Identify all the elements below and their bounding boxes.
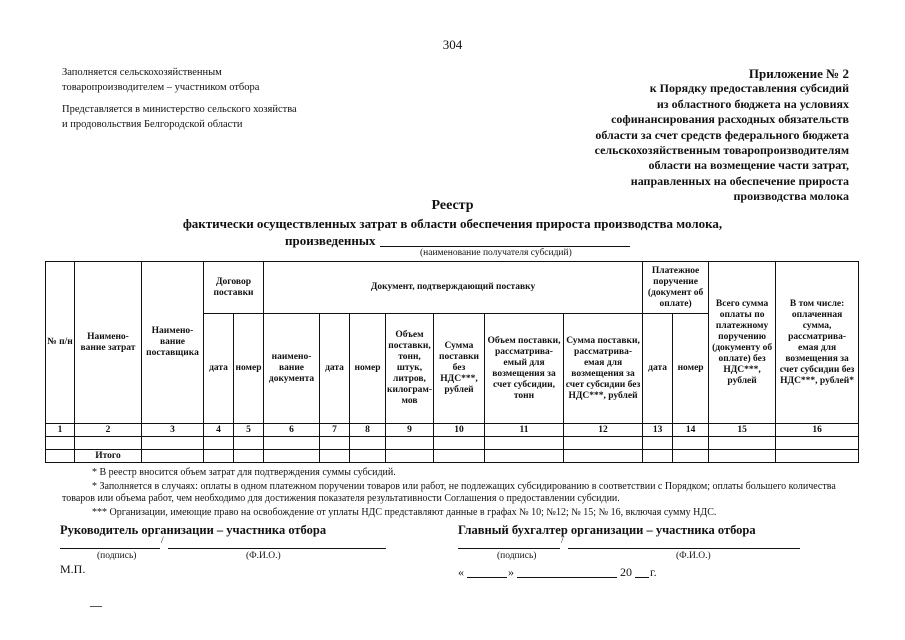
appendix-line: области на возмещение части затрат,: [648, 158, 849, 173]
accountant-signature-line[interactable]: [458, 548, 560, 549]
table-cell[interactable]: [485, 450, 564, 463]
col-number: 4: [204, 424, 234, 437]
col-number: 12: [564, 424, 643, 437]
table-cell[interactable]: [75, 437, 142, 450]
date-month-line[interactable]: [517, 577, 617, 578]
table-cell[interactable]: [204, 450, 234, 463]
total-label: Итого: [75, 450, 142, 463]
col-header-cost-name: Наимено- вание затрат: [75, 262, 142, 424]
col-header-incl-paid: В том числе: оплаченная сумма, рассматрива- емая для возмещения за счет субсидии без НДС***, рублей*: [776, 262, 859, 424]
appendix-line: производства молока: [733, 189, 849, 204]
table-cell[interactable]: [643, 450, 673, 463]
col-number: 15: [709, 424, 776, 437]
col-header-supplier: Наимено- вание поставщика: [142, 262, 204, 424]
table-cell[interactable]: [485, 437, 564, 450]
col-header-contract-date: дата: [204, 314, 234, 424]
register-subtitle: фактически осуществленных затрат в области обеспечения прироста производства молока,: [182, 216, 723, 231]
table-cell[interactable]: [320, 450, 350, 463]
table-cell[interactable]: [142, 437, 204, 450]
table-cell[interactable]: [234, 450, 264, 463]
register-table: [45, 261, 859, 463]
appendix-title: Приложение № 2: [748, 66, 849, 81]
col-header-total-paid: Всего сумма оплаты по платежному поручению (документу об оплате) без НДС***, рублей: [709, 262, 776, 424]
head-fio-caption: (Ф.И.О.): [246, 551, 281, 561]
table-cell[interactable]: [643, 437, 673, 450]
page-mark: [90, 606, 102, 607]
table-cell[interactable]: [142, 450, 204, 463]
date-year-line[interactable]: [635, 577, 649, 578]
col-number: 16: [776, 424, 859, 437]
col-number: 13: [643, 424, 673, 437]
col-header-doc-date: дата: [320, 314, 350, 424]
accountant-fio-line[interactable]: [568, 548, 800, 549]
total-row: [46, 450, 859, 463]
appendix-line: направленных на обеспечение прироста: [630, 173, 849, 188]
appendix-line: из областного бюджета на условиях: [656, 96, 849, 111]
date-close-quote: »: [508, 565, 514, 579]
footnote-2: * Заполняется в случаях: оплаты в одном платежном поручении товаров или работ, не подлежащих субсидированию в соответствии с Порядком; оплаты большего количества товаров или объема работ, чем необходимо для достижения показателя результативности Соглашения о предоставлении субсидии.: [62, 481, 836, 504]
date-year-suffix: г.: [650, 565, 657, 579]
col-number: 2: [75, 424, 142, 437]
page-number: 304: [442, 37, 463, 52]
fill-note-2: товаропроизводителем – участником отбора: [62, 82, 260, 93]
table-cell[interactable]: [564, 450, 643, 463]
head-fio-line[interactable]: [168, 548, 386, 549]
table-cell[interactable]: [564, 437, 643, 450]
table-cell[interactable]: [204, 437, 234, 450]
col-header-contract-number: номер: [234, 314, 264, 424]
produced-label: произведенных: [285, 233, 376, 248]
table-cell[interactable]: [386, 450, 434, 463]
head-signature-caption: (подпись): [97, 551, 137, 561]
table-cell[interactable]: [709, 437, 776, 450]
table-cell[interactable]: [350, 437, 386, 450]
col-header-document: Документ, подтверждающий поставку: [264, 262, 643, 314]
col-header-sum-subsidy: Сумма поставки, рассматрива- емая для возмещения за счет субсидии без НДС***, рублей: [564, 314, 643, 424]
recipient-caption: (наименование получателя субсидий): [420, 248, 572, 258]
col-header-payment-number: номер: [673, 314, 709, 424]
col-header-payment-date: дата: [643, 314, 673, 424]
appendix-line: сельскохозяйственным товаропроизводителям: [594, 143, 849, 158]
stamp-label: М.П.: [60, 562, 86, 576]
col-header-doc-name: наимено- вание документа: [264, 314, 320, 424]
submit-note-1: Представляется в министерство сельского хозяйства: [62, 104, 297, 115]
table-cell[interactable]: [234, 437, 264, 450]
col-header-no: № п/н: [46, 262, 75, 424]
col-header-doc-number: номер: [350, 314, 386, 424]
col-number: 7: [320, 424, 350, 437]
col-number: 11: [485, 424, 564, 437]
accountant-slash: /: [561, 536, 564, 546]
register-title: Реестр: [431, 198, 474, 213]
appendix-block: [509, 66, 849, 205]
table-cell[interactable]: [320, 437, 350, 450]
col-header-sum-no-vat: Сумма поставки без НДС***, рублей: [434, 314, 485, 424]
table-cell[interactable]: [673, 437, 709, 450]
accountant-signature-caption: (подпись): [497, 551, 537, 561]
col-number: 5: [234, 424, 264, 437]
head-slash: /: [161, 536, 164, 546]
table-cell[interactable]: [776, 450, 859, 463]
col-header-payment: Платежное поручение (документ об оплате): [643, 262, 709, 314]
table-cell[interactable]: [434, 450, 485, 463]
submit-note-2: и продовольствия Белгородской области: [62, 119, 243, 130]
appendix-line: к Порядку предоставления субсидий: [649, 81, 849, 96]
table-cell[interactable]: [776, 437, 859, 450]
col-number: 1: [46, 424, 75, 437]
col-number: 8: [350, 424, 386, 437]
col-header-contract: Договор поставки: [204, 262, 264, 314]
appendix-line: софинансирования расходных обязательств: [611, 112, 849, 127]
accountant-signature-title: Главный бухгалтер организации – участника отбора: [458, 523, 756, 537]
table-row: [46, 437, 859, 450]
date-day-line[interactable]: [467, 577, 507, 578]
table-cell[interactable]: [386, 437, 434, 450]
table-cell[interactable]: [709, 450, 776, 463]
date-year-prefix: 20: [620, 565, 632, 579]
head-signature-line[interactable]: [60, 548, 160, 549]
table-cell[interactable]: [46, 437, 75, 450]
accountant-fio-caption: (Ф.И.О.): [676, 551, 711, 561]
col-header-volume: Объем поставки, тонн, штук, литров, килограм- мов: [386, 314, 434, 424]
col-number: 9: [386, 424, 434, 437]
table-cell: [46, 450, 75, 463]
appendix-line: области за счет средств федерального бюджета: [595, 127, 849, 142]
table-cell[interactable]: [264, 437, 320, 450]
footnote-3: *** Организации, имеющие право на освобождение от уплаты НДС представляют данные в графах № 10; №12; № 15; № 16, включая сумму НДС.: [92, 507, 717, 518]
table-cell[interactable]: [434, 437, 485, 450]
footnote-1: * В реестр вносится объем затрат для подтверждения суммы субсидий.: [92, 467, 396, 478]
col-number: 3: [142, 424, 204, 437]
col-header-volume-subsidy: Объем поставки, рассматрива- емый для возмещения за счет субсидии, тонн: [485, 314, 564, 424]
table-cell[interactable]: [264, 450, 320, 463]
head-signature-title: Руководитель организации – участника отбора: [60, 523, 327, 537]
date-open-quote: «: [458, 565, 464, 579]
table-cell[interactable]: [350, 450, 386, 463]
table-cell[interactable]: [673, 450, 709, 463]
col-number: 10: [434, 424, 485, 437]
col-number: 6: [264, 424, 320, 437]
col-number: 14: [673, 424, 709, 437]
fill-note-1: Заполняется сельскохозяйственным: [62, 67, 222, 78]
recipient-input-line[interactable]: [380, 246, 630, 247]
